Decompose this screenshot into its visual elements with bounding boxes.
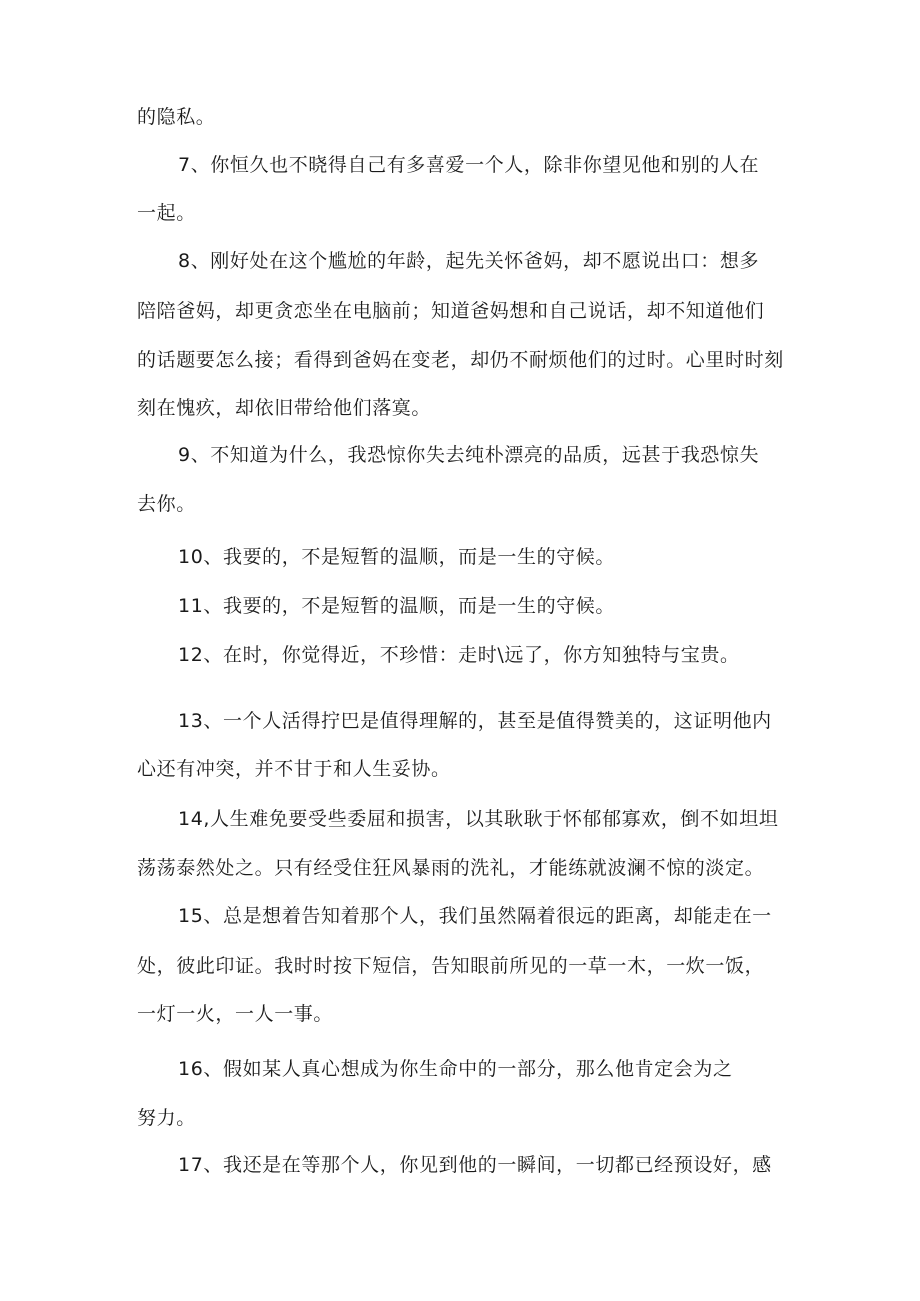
text-line: 努力。 xyxy=(137,1107,196,1129)
text-line: 心还有冲突，并不甘于和人生妥协。 xyxy=(137,758,451,780)
text-line: 15、总是想着告知着那个人，我们虽然隔着很远的距离，却能走在一 xyxy=(178,905,772,927)
text-line: 10、我要的，不是短暂的温顺，而是一生的守候。 xyxy=(178,546,615,568)
text-line: 11、我要的，不是短暂的温顺，而是一生的守候。 xyxy=(178,595,615,617)
text-line: 12、在时，你觉得近，不珍惜：走时\远了，你方知独特与宝贵。 xyxy=(178,644,740,666)
text-line: 13、一个人活得拧巴是值得理解的，甚至是值得赞美的，这证明他内 xyxy=(178,710,772,732)
text-line: 去你。 xyxy=(137,493,196,515)
text-line: 的话题要怎么接；看得到爸妈在变老，却仍不耐烦他们的过时。心里时时刻 xyxy=(137,349,784,371)
text-line: 9、不知道为什么，我恐惊你失去纯朴漂亮的品质，远甚于我恐惊失 xyxy=(178,444,760,466)
text-line: 8、刚好处在这个尴尬的年龄，起先关怀爸妈，却不愿说出口：想多 xyxy=(178,250,760,272)
text-line: 一灯一火，一人一事。 xyxy=(137,1003,334,1025)
text-line: 7、你恒久也不晓得自己有多喜爱一个人，除非你望见他和别的人在 xyxy=(178,154,760,176)
text-line: 一起。 xyxy=(137,202,196,224)
text-line: 17、我还是在等那个人，你见到他的一瞬间，一切都已经预设好，感 xyxy=(178,1154,772,1176)
text-line: 荡荡泰然处之。只有经受住狂风暴雨的洗礼，才能练就波澜不惊的淡定。 xyxy=(137,857,765,879)
text-line: 14,人生难免要受些委屈和损害，以其耿耿于怀郁郁寡欢，倒不如坦坦 xyxy=(178,808,779,830)
text-line: 陪陪爸妈，却更贪恋坐在电脑前；知道爸妈想和自己说话，却不知道他们 xyxy=(137,300,765,322)
text-line: 的隐私。 xyxy=(137,106,216,128)
text-line: 16、假如某人真心想成为你生命中的一部分，那么他肯定会为之 xyxy=(178,1058,733,1080)
text-line: 处，彼此印证。我时时按下短信，告知眼前所见的一草一木，一炊一饭， xyxy=(137,955,765,977)
text-line: 刻在愧疚，却依旧带给他们落寞。 xyxy=(137,397,432,419)
